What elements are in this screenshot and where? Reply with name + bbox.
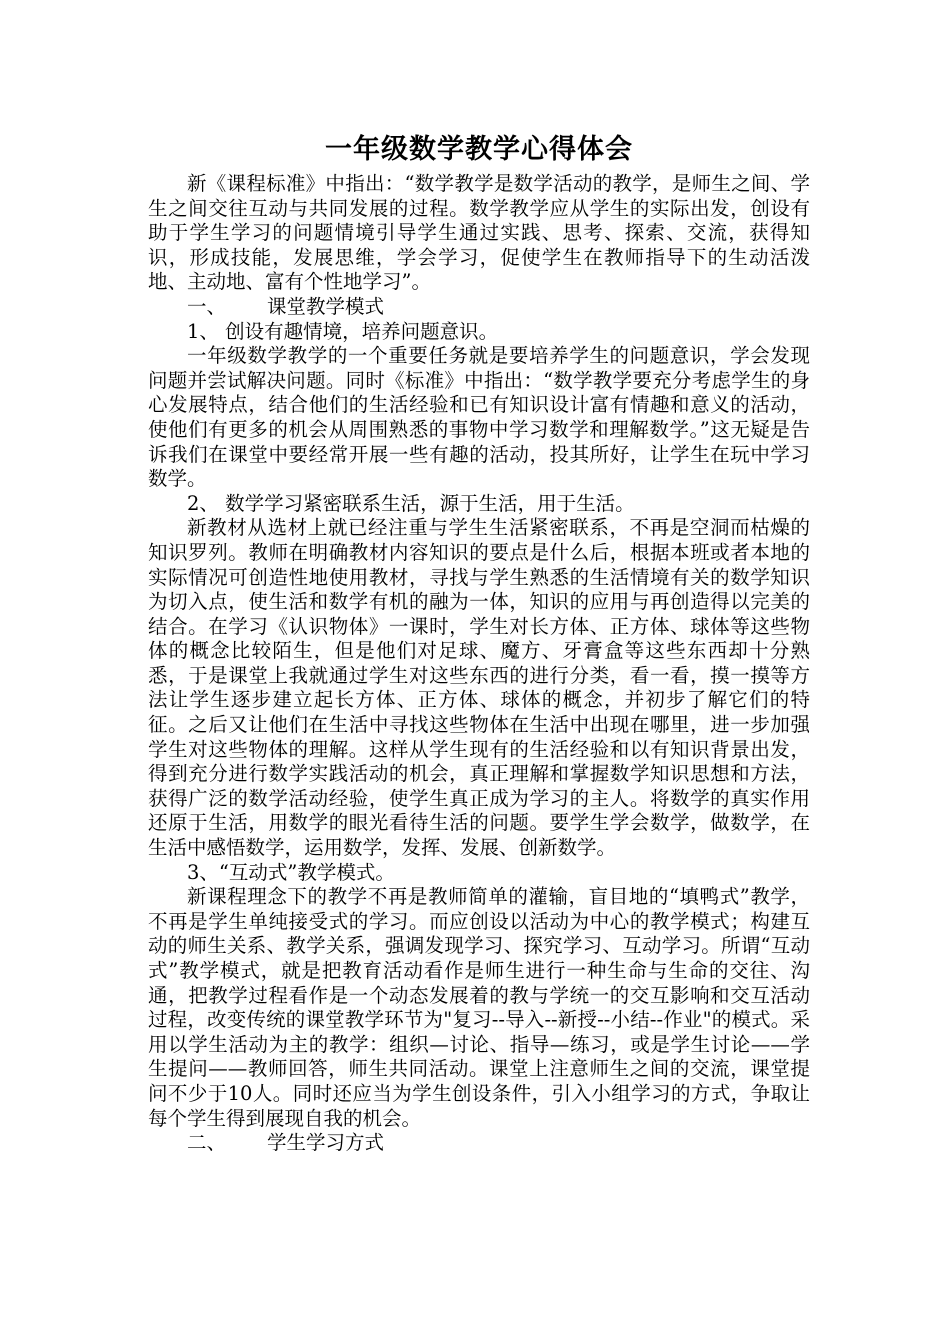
document-page [148,128,810,1156]
subheading-3: 3、“互动式”教学模式。 [187,860,395,884]
paragraph-life: 新教材从选材上就已经注重与学生生活紧密联系，不再是空洞而枯燥的知识罗列。教师在明确教材内容知识的要点是什么后，根据本班或者本地的实际情况可创造性地使用教材，寻找与学生熟悉的生活情境有关的数学知识为切入点，使生活和数学有机的融为一体，知识的应用与再创造得以完美的结合。在学习《认识物体》一课时，学生对长方体、正方体、球体等这些物体的概念比较陌生，但是他们对足球、魔方、牙膏盒等这些东西却十分熟悉，于是课堂上我就通过学生对这些东西的进行分类，看一看，摸一摸等方法让学生逐步建立起长方体、正方体、球体的概念，并初步了解它们的特征。之后又让他们在生活中寻找这些物体在生活中出现在哪里，进一步加强学生对这些物体的理解。这样从学生现有的生活经验和以有知识背景出发，得到充分进行数学实践活动的机会，真正理解和掌握数学知识思想和方法，获得广泛的数学活动经验，使学生真正成为学习的主人。将数学的真实作用还原于生活，用数学的眼光看待生活的问题。要学生学会数学，做数学，在生活中感悟数学，运用数学，发挥、发展、创新数学。 [148,516,810,860]
paragraph-interactive: 新课程理念下的教学不再是教师简单的灌输，盲目地的“填鸭式”教学，不再是学生单纯接受式的学习。而应创设以活动为中心的教学模式；构建互动的师生关系、教学关系，强调发现学习、探究学习、互动学习。所谓“互动式”教学模式，就是把教育活动看作是师生进行一种生命与生命的交往、沟通，把教学过程看作是一个动态发展着的教与学统一的交互影响和交互活动过程，改变传统的课堂教学环节为"复习--导入--新授--小结--作业"的模式。采用以学生活动为主的教学：组织—讨论、指导—练习，或是学生讨论——学生提问——教师回答，师生共同活动。课堂上注意师生之间的交流，课堂提问不少于10人。同时还应当为学生创设条件，引入小组学习的方式，争取让每个学生得到展现自我的机会。 [148,885,810,1130]
section-title: 学生学习方式 [267,1131,385,1155]
document-title: 一年级数学教学心得体会 [325,134,633,165]
subheading-1: 1、 创设有趣情境，培养问题意识。 [187,319,499,343]
section-number: 二、 [187,1131,227,1155]
paragraph-interest: 一年级数学教学的一个重要任务就是要培养学生的问题意识，学会发现问题并尝试解决问题。同时《标准》中指出：“数学教学要充分考虑学生的身心发展特点，结合他们的生活经验和已有知识设计富有情趣和意义的活动，使他们有更多的机会从周围熟悉的事物中学习数学和理解数学。”这无疑是告诉我们在课堂中要经常开展一些有趣的活动，投其所好，让学生在玩中学习数学。 [148,344,810,491]
section-heading-2 [148,1131,810,1156]
section-heading-1 [148,295,810,320]
section-title: 课堂教学模式 [267,294,385,318]
subheading-2: 2、 数学学习紧密联系生活，源于生活，用于生活。 [187,491,635,515]
paragraph-intro: 新《课程标准》中指出：“数学教学是数学活动的教学，是师生之间、学生之间交往互动与共同发展的过程。数学教学应从学生的实际出发，创设有助于学生学习的问题情境引导学生通过实践、思考、探索、交流，获得知识，形成技能，发展思维，学会学习，促使学生在教师指导下的生动活泼地、主动地、富有个性地学习”。 [148,172,810,294]
section-number: 一、 [187,294,227,318]
